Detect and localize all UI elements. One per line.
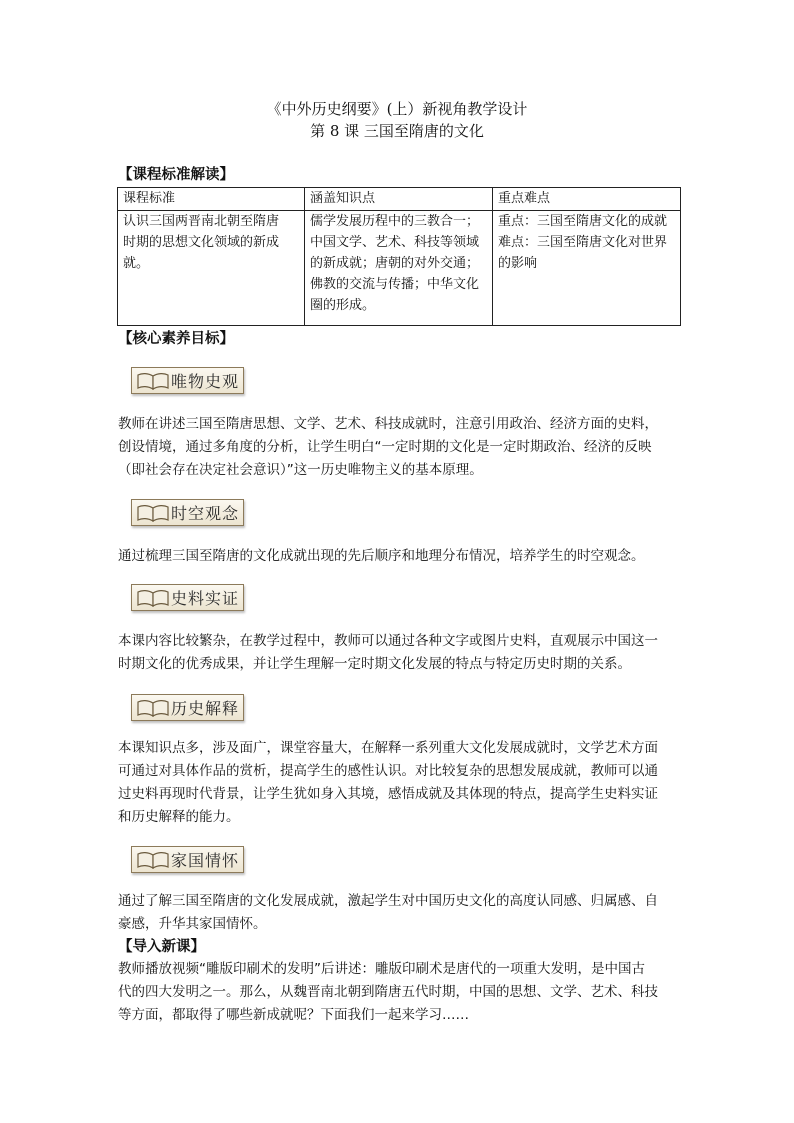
literacy-badge: [131, 694, 244, 721]
open-book-icon: [136, 504, 170, 522]
lesson-title: 第 8 课 三国至隋唐的文化: [310, 122, 484, 140]
open-book-icon: [136, 699, 170, 717]
paragraph-line: 教师在讲述三国至隋唐思想、文学、艺术、科技成就时，注意引用政治、经济方面的史料，: [118, 416, 658, 432]
paragraph-line: （即社会存在决定社会意识）”这一历史唯物主义的基本原理。: [118, 462, 483, 478]
standards-heading: 【课程标准解读】: [118, 167, 234, 183]
paragraph-line: 本课知识点多，涉及面广，课堂容量大，在解释一系列重大文化发展成就时，文学艺术方面: [118, 740, 658, 756]
badge-label: 唯物史观: [171, 372, 240, 391]
table-row: [118, 211, 681, 326]
literacy-badge: [131, 846, 244, 873]
cell-line: 难点：三国至隋唐文化对世界: [498, 235, 668, 250]
badge-label: 时空观念: [171, 504, 240, 523]
cell-line: 中国文学、艺术、科技等领域: [310, 235, 480, 250]
cell-line: 的新成就；唐朝的对外交通；: [310, 256, 480, 271]
table-header-row: [118, 188, 681, 211]
literacy-badge: [131, 499, 244, 526]
paragraph-line: 时期文化的优秀成果，并让学生理解一定时期文化发展的特点与特定历史时期的关系。: [118, 656, 631, 672]
cell-line: 佛教的交流与传播；中华文化: [310, 277, 480, 292]
badge-label: 史料实证: [171, 589, 240, 608]
paragraph-line: 过史料再现时代背景，让学生犹如身入其境，感悟成就及其体现的特点，提高学生史料实证: [118, 786, 658, 802]
literacy-paragraph: [118, 890, 678, 936]
literacy-badge: [131, 367, 244, 394]
paragraph-line: 和历史解释的能力。: [118, 809, 240, 825]
paragraph-line: 豪感，升华其家国情怀。: [118, 916, 267, 932]
literacy-badge: [131, 584, 244, 611]
paragraph-line: 通过梳理三国至隋唐的文化成就出现的先后顺序和地理分布情况，培养学生的时空观念。: [118, 548, 645, 564]
badge-label: 历史解释: [171, 699, 240, 718]
standards-table: [117, 187, 681, 326]
literacy-paragraph: [118, 545, 678, 568]
cell-line: 圈的形成。: [310, 298, 376, 313]
paragraph-line: 通过了解三国至隋唐的文化发展成就，激起学生对中国历史文化的高度认同感、归属感、自: [118, 893, 658, 909]
table-cell-key-points: [493, 211, 681, 326]
cell-line: 认识三国两晋南北朝至隋唐: [123, 214, 280, 229]
literacy-paragraph: [118, 630, 678, 676]
cell-line: 时期的思想文化领域的新成: [123, 235, 280, 250]
cell-line: 的影响: [498, 256, 538, 271]
literacy-paragraph: [118, 737, 678, 829]
cell-line: 儒学发展历程中的三教合一；: [310, 214, 480, 229]
literacy-paragraph: [118, 413, 678, 482]
table-header-cell: 重点难点: [493, 188, 681, 211]
paragraph-line: 等方面，都取得了哪些新成就呢？下面我们一起来学习……: [118, 1007, 469, 1023]
paragraph-line: 本课内容比较繁杂，在教学过程中，教师可以通过各种文字或图片史料，直观展示中国这一: [118, 633, 658, 649]
intro-heading: 【导入新课】: [118, 939, 205, 955]
table-header-cell: 课程标准: [118, 188, 305, 211]
literacy-heading: 【核心素养目标】: [118, 331, 234, 347]
intro-paragraph: [118, 958, 678, 1027]
table-cell-standard: [118, 211, 305, 326]
badge-label: 家国情怀: [171, 851, 240, 870]
cell-line: 就。: [123, 256, 150, 271]
paragraph-line: 创设情境，通过多角度的分析，让学生明白“一定时期的文化是一定时期政治、经济的反映: [118, 439, 652, 455]
paragraph-line: 代的四大发明之一。那么，从魏晋南北朝到隋唐五代时期，中国的思想、文学、艺术、科技: [118, 984, 658, 1000]
open-book-icon: [136, 372, 170, 390]
cell-line: 重点：三国至隋唐文化的成就: [498, 214, 668, 229]
document-title: 《中外历史纲要》(上）新视角教学设计: [266, 100, 528, 118]
open-book-icon: [136, 589, 170, 607]
paragraph-line: 可通过对具体作品的赏析，提高学生的感性认识。对比较复杂的思想发展成就，教师可以通: [118, 763, 658, 779]
open-book-icon: [136, 851, 170, 869]
table-cell-knowledge: [305, 211, 493, 326]
paragraph-line: 教师播放视频“雕版印刷术的发明”后讲述：雕版印刷术是唐代的一项重大发明，是中国古: [118, 961, 645, 977]
table-header-cell: 涵盖知识点: [305, 188, 493, 211]
